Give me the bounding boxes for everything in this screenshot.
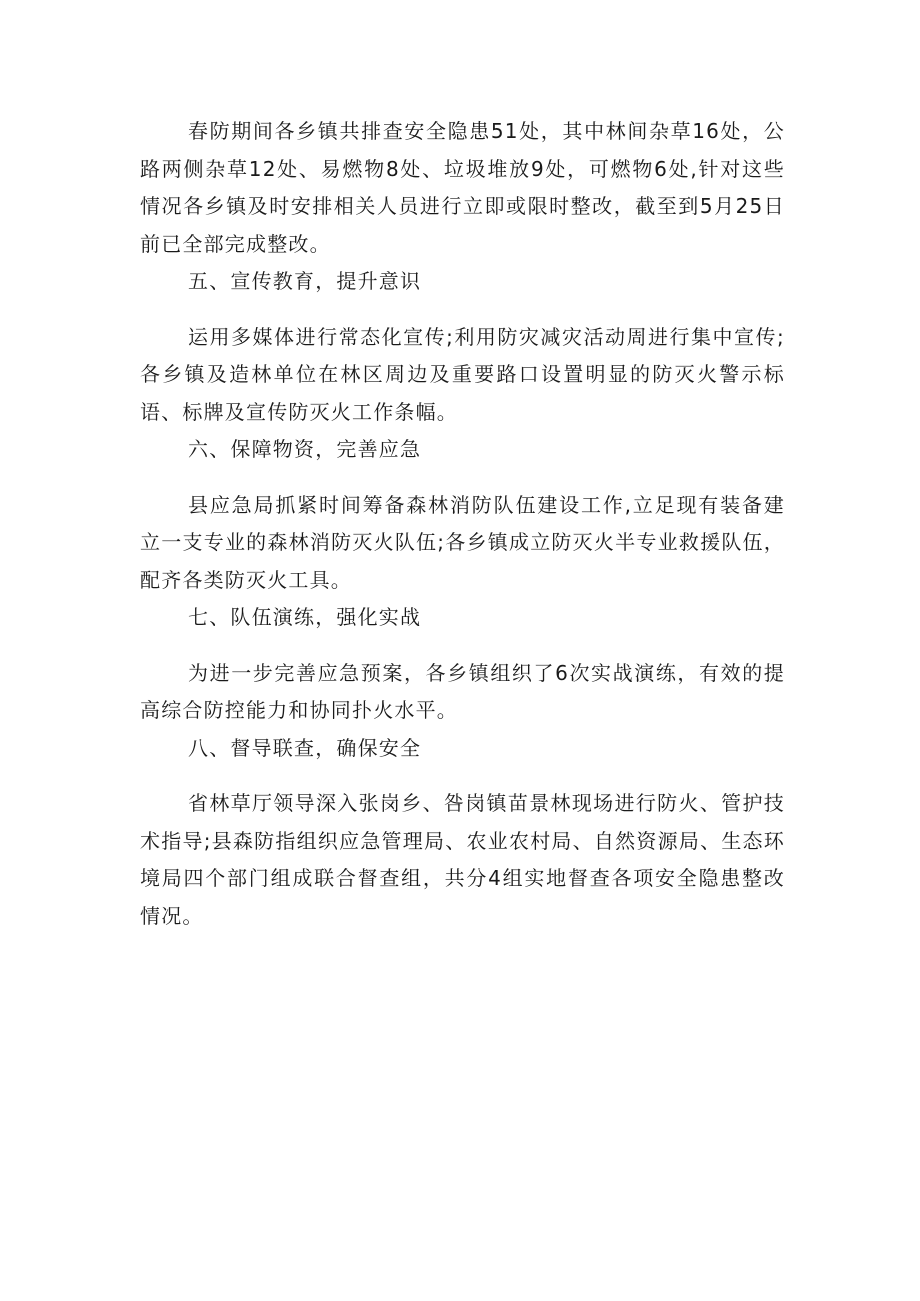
paragraph-hazard-inspection: 春防期间各乡镇共排查安全隐患51处，其中林间杂草16处，公路两侧杂草12处、易燃物8处、垃圾堆放9处，可燃物6处,针对这些情况各乡镇及时安排相关人员进行立即或限时整改，截至到5月25日前已全部完成整改。 bbox=[140, 119, 785, 256]
paragraph-supervision: 省林草厅领导深入张岗乡、咎岗镇苗景林现场进行防火、管护技术指导;县森防指组织应急管理局、农业农村局、自然资源局、生态环境局四个部门组成联合督查组，共分4组实地督查各项安全隐患整改情况。 bbox=[140, 791, 785, 928]
section-heading-supervision: 八、督导联查，确保安全 bbox=[188, 735, 422, 760]
document-body bbox=[140, 113, 785, 935]
paragraph-supplies: 县应急局抓紧时间筹备森林消防队伍建设工作,立足现有装备建立一支专业的森林消防灭火队伍;各乡镇成立防灭火半专业救援队伍，配齐各类防灭火工具。 bbox=[140, 492, 785, 592]
section-heading-drills: 七、队伍演练，强化实战 bbox=[188, 605, 422, 629]
section-heading-supplies: 六、保障物资，完善应急 bbox=[188, 437, 422, 461]
paragraph-drills: 为进一步完善应急预案，各乡镇组织了6次实战演练，有效的提高综合防控能力和协同扑火水平。 bbox=[140, 660, 785, 722]
paragraph-publicity: 运用多媒体进行常态化宣传;利用防灾减灾活动周进行集中宣传;各乡镇及造林单位在林区周边及重要路口设置明显的防灭火警示标语、标牌及宣传防灭火工作条幅。 bbox=[140, 324, 785, 424]
section-heading-publicity: 五、宣传教育，提升意识 bbox=[188, 269, 422, 293]
